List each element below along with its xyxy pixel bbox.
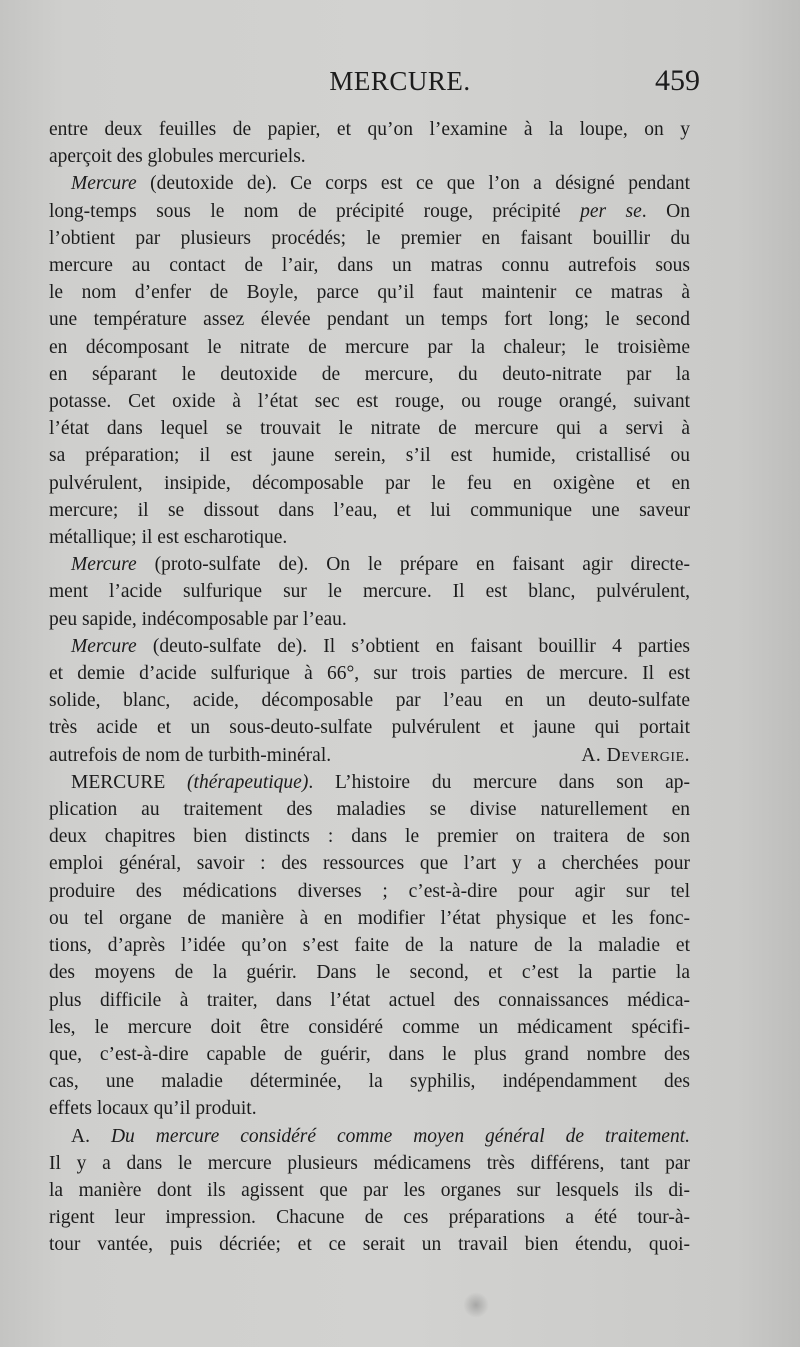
text-line: Il y a dans le mercure plusieurs médicamens très différens, tant par	[49, 1152, 690, 1174]
text-line: mercure; il se dissout dans l’eau, et lui communique une saveur	[49, 499, 690, 521]
text-line: l’obtient par plusieurs procédés; le premier en faisant bouillir du	[49, 227, 690, 249]
page-number: 459	[655, 64, 700, 97]
text-line: la manière dont ils agissent que par les organes sur lesquels ils di-	[49, 1179, 690, 1201]
text-line: plication au traitement des maladies se divise naturellement en	[49, 799, 690, 821]
text-line: l’état dans lequel se trouvait le nitrate de mercure qui a servi à	[49, 418, 690, 440]
text-line: Mercure (deutoxide de). Ce corps est ce que l’on a désigné pendant	[71, 173, 690, 195]
text-line: ou tel organe de manière à en modifier l’état physique et les fonc-	[49, 907, 690, 929]
entry-term: Mercure	[71, 173, 137, 195]
text-line: solide, blanc, acide, décomposable par l’eau en un deuto-sulfate	[49, 690, 690, 712]
text-line: mercure au contact de l’air, dans un matras connu autrefois sous	[49, 255, 690, 277]
text-line: long-temps sous le nom de précipité rouge, précipité per se. On	[49, 200, 690, 222]
text-line: pulvérulent, insipide, décomposable par le feu en oxigène et en	[49, 472, 690, 494]
article-heading: MERCURE	[71, 771, 188, 793]
text-line: deux chapitres bien distincts : dans le premier on traitera de son	[49, 826, 690, 848]
text-line: le nom d’enfer de Boyle, parce qu’il faut maintenir ce matras à	[49, 282, 690, 304]
text-line: ment l’acide sulfurique sur le mercure. Il est blanc, pulvérulent,	[49, 581, 690, 603]
text-line: que, c’est-à-dire capable de guérir, dans le plus grand nombre des	[49, 1043, 690, 1065]
page-header	[0, 66, 800, 106]
text-line: les, le mercure doit être considéré comme un médicament spécifi-	[49, 1016, 690, 1038]
text-line: autrefois de nom de turbith-minéral. A. Devergie.	[49, 742, 690, 769]
text-line: peu sapide, indécomposable par l’eau.	[49, 608, 347, 630]
text-line: tour vantée, puis décriée; et ce serait un travail bien étendu, quoi-	[49, 1234, 690, 1256]
text-line: une température assez élevée pendant un temps fort long; le second	[49, 309, 690, 331]
text-line: en séparant le deutoxide de mercure, du deuto-nitrate par la	[49, 363, 690, 385]
text-line: rigent leur impression. Chacune de ces préparations a été tour-à-	[49, 1207, 690, 1229]
entry-term: Mercure	[71, 554, 137, 576]
text-line: et demie d’acide sulfurique à 66°, sur trois parties de mercure. Il est	[49, 663, 690, 685]
text-line: cas, une maladie déterminée, la syphilis, indépendamment des	[49, 1071, 690, 1093]
text-line: des moyens de la guérir. Dans le second, et c’est la partie la	[49, 962, 690, 984]
text-line: tions, d’après l’idée qu’on s’est faite de la nature de la maladie et	[49, 935, 690, 957]
text-line: en décomposant le nitrate de mercure par la chaleur; le troisième	[49, 336, 690, 358]
text-line: aperçoit des globules mercuriels.	[49, 146, 306, 168]
text-line: Mercure (proto-sulfate de). On le prépare en faisant agir directe-	[71, 554, 690, 576]
text-line: sa préparation; il est jaune serein, s’il est humide, cristallisé ou	[49, 445, 690, 467]
text-line: produire des médications diverses ; c’est-à-dire pour agir sur tel	[49, 880, 690, 902]
text-line: emploi général, savoir : des ressources que l’art y a cherchées pour	[49, 853, 690, 875]
text-line: potasse. Cet oxide à l’état sec est rouge, ou rouge orangé, suivant	[49, 391, 690, 413]
text-line: effets locaux qu’il produit.	[49, 1098, 257, 1120]
text-line: MERCURE (thérapeutique). L’histoire du mercure dans son ap-	[71, 771, 690, 793]
entry-term: Mercure	[71, 635, 137, 657]
running-head: MERCURE.	[329, 66, 471, 96]
text-line: très acide et un sous-deuto-sulfate pulvérulent et jaune qui portait	[49, 717, 690, 739]
text-line: métallique; il est escharotique.	[49, 527, 288, 549]
text-line: Mercure (deuto-sulfate de). Il s’obtient en faisant bouillir 4 parties	[71, 635, 690, 657]
author-signature: A. Devergie.	[581, 744, 690, 766]
ink-smudge	[463, 1292, 489, 1318]
page-body	[49, 116, 690, 1259]
text-line: plus difficile à traiter, dans l’état actuel des connaissances médica-	[49, 989, 690, 1011]
section-heading: A. Du mercure considéré comme moyen général de traitement.	[71, 1125, 690, 1147]
text-line: entre deux feuilles de papier, et qu’on l’examine à la loupe, on y	[49, 119, 690, 140]
